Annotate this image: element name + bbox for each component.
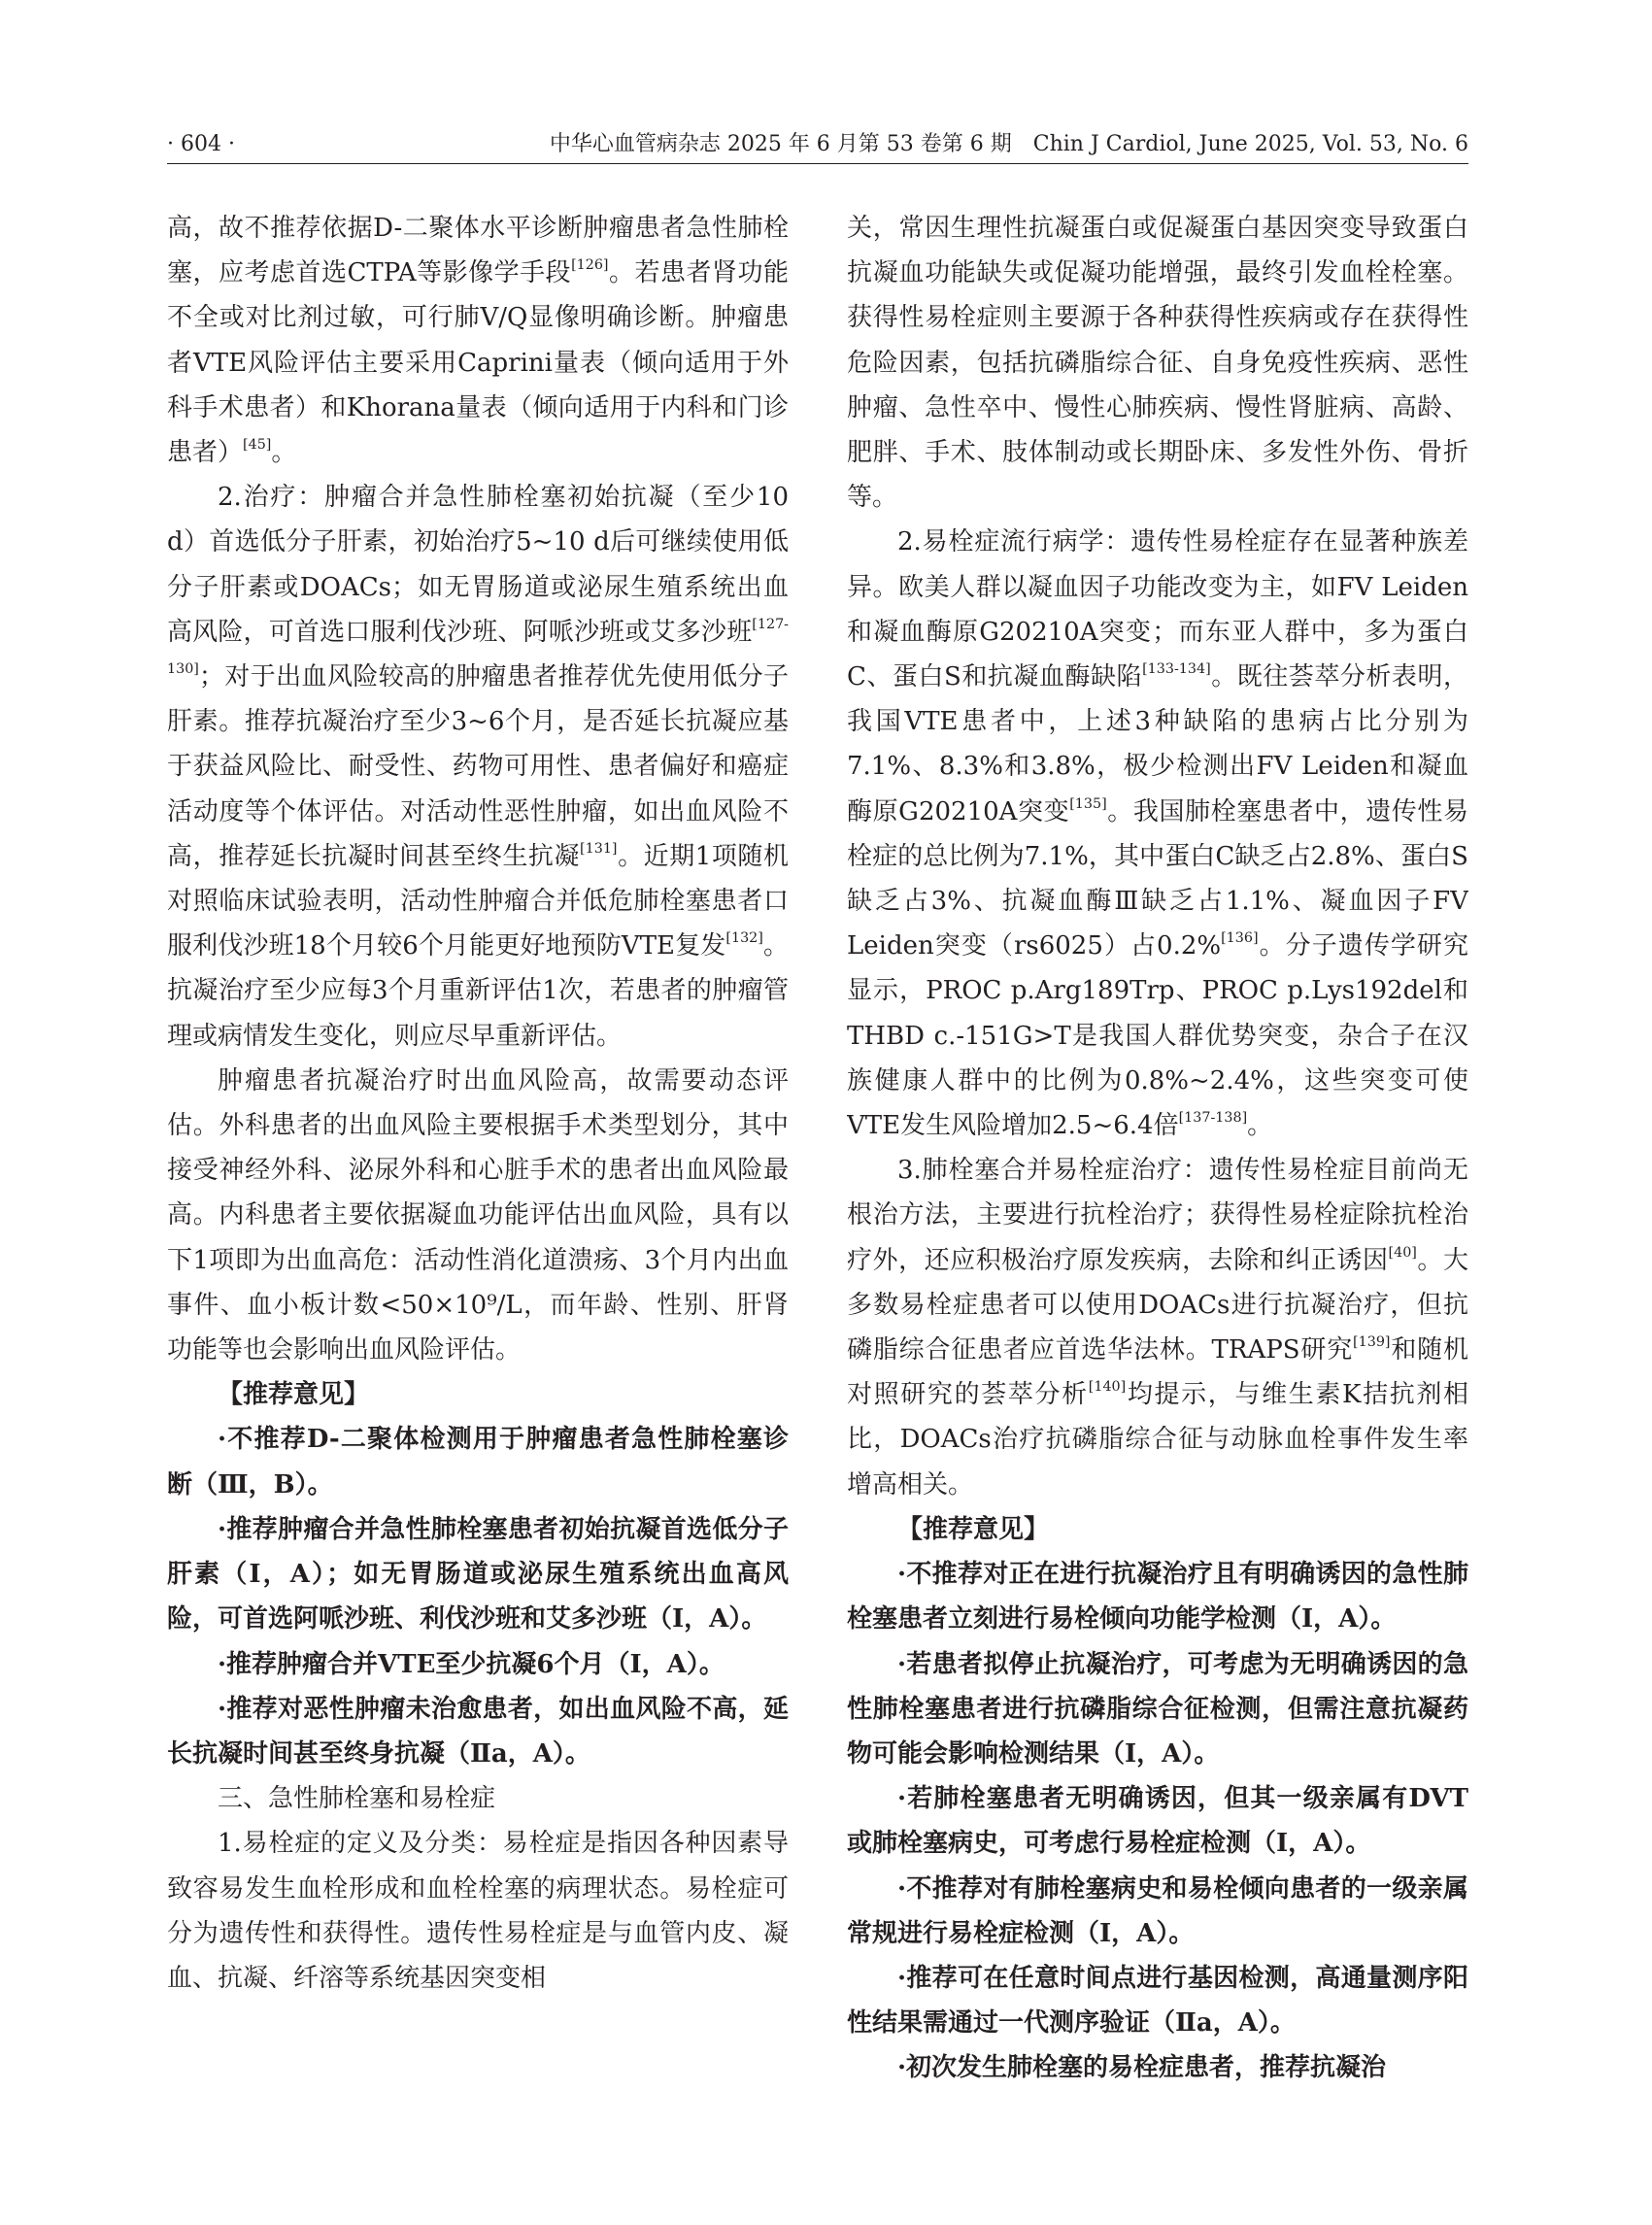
recommendation-item: ·若肺栓塞患者无明确诱因，但其一级亲属有DVT或肺栓塞病史，可考虑行易栓症检测（Ⅰ，A）。 <box>847 1784 1468 1859</box>
recommendation-item: ·推荐肿瘤合并VTE至少抗凝6个月（Ⅰ，A）。 <box>218 1649 725 1679</box>
citation: [140] <box>1088 1379 1127 1396</box>
paragraph-d-dimer: 高，故不推荐依据D-二聚体水平诊断肿瘤患者急性肺栓塞，应考虑首选CTPA等影像学手段[126]。若患者肾功能不全或对比剂过敏，可行肺V/Q显像明确诊断。肿瘤患者VTE风险评估主要采用Caprini量表（倾向适用于外科手术患者）和Khorana量表（倾向适用于内科和门诊患者）[45]。 <box>167 214 789 468</box>
recommendation-item: ·若患者拟停止抗凝治疗，可考虑为无明确诱因的急性肺栓塞患者进行抗磷脂综合征检测，但需注意抗凝药物可能会影响检测结果（Ⅰ，A）。 <box>847 1649 1468 1769</box>
citation: [127-130] <box>167 616 789 677</box>
running-header <box>167 128 1468 161</box>
citation: [45] <box>243 436 272 453</box>
citation: [139] <box>1353 1333 1391 1350</box>
page-number: · 604 · <box>167 132 235 156</box>
paragraph-thrombophilia-definition: 1.易栓症的定义及分类：易栓症是指因各种因素导致容易发生血栓形成和血栓栓塞的病理状态。易栓症可分为遗传性和获得性。遗传性易栓症是与血管内皮、凝血、抗凝、纤溶等系统基因突变相 <box>167 1829 789 1993</box>
citation: [126] <box>571 257 609 274</box>
recommendation-item: ·初次发生肺栓塞的易栓症患者，推荐抗凝治 <box>897 2053 1387 2083</box>
citation: [131] <box>580 840 618 857</box>
paragraph-thrombophilia-treatment: 3.肺栓塞合并易栓症治疗：遗传性易栓症目前尚无根治方法，主要进行抗栓治疗；获得性易栓症除抗栓治疗外，还应积极治疗原发疾病，去除和纠正诱因[40]。大多数易栓症患者可以使用DOACs进行抗凝治疗，但抗磷脂综合征患者应首选华法林。TRAPS研究[139]和随机对照研究的荟萃分析[140]均提示，与维生素K拮抗剂相比，DOACs治疗抗磷脂综合征与动脉血栓事件发生率增高相关。 <box>847 1156 1468 1500</box>
paragraph-treatment: 2.治疗：肿瘤合并急性肺栓塞初始抗凝（至少10 d）首选低分子肝素，初始治疗5~10 d后可继续使用低分子肝素或DOACs；如无胃肠道或泌尿生殖系统出血高风险，可首选口服利伐沙班、阿哌沙班或艾多沙班[127-130]；对于出血风险较高的肿瘤患者推荐优先使用低分子肝素。推荐抗凝治疗至少3~6个月，是否延长抗凝应基于获益风险比、耐受性、药物可用性、患者偏好和癌症活动度等个体评估。对活动性恶性肿瘤，如出血风险不高，推荐延长抗凝时间甚至终生抗凝[131]。近期1项随机对照临床试验表明，活动性肿瘤合并低危肺栓塞患者口服利伐沙班18个月较6个月能更好地预防VTE复发[132]。抗凝治疗至少应每3个月重新评估1次，若患者的肿瘤管理或病情发生变化，则应尽早重新评估。 <box>167 483 789 1051</box>
recommendation-heading: 【推荐意见】 <box>897 1514 1050 1544</box>
paragraph-bleeding-risk: 肿瘤患者抗凝治疗时出血风险高，故需要动态评估。外科患者的出血风险主要根据手术类型划分，其中接受神经外科、泌尿外科和心脏手术的患者出血风险最高。内科患者主要依据凝血功能评估出血风险，具有以下1项即为出血高危：活动性消化道溃疡、3个月内出血事件、血小板计数<50×10⁹/L，而年龄、性别、肝肾功能等也会影响出血风险评估。 <box>167 1065 789 1365</box>
journal-citation: 中华心血管病杂志 2025 年 6 月第 53 卷第 6 期 Chin J Cardiol, June 2025, Vol. 53, No. 6 <box>549 132 1468 156</box>
recommendation-item: ·推荐对恶性肿瘤未治愈患者，如出血风险不高，延长抗凝时间甚至终身抗凝（Ⅱa，A）。 <box>167 1694 789 1769</box>
citation: [135] <box>1069 795 1107 812</box>
header-rule <box>167 163 1468 164</box>
paragraph-epidemiology: 2.易栓症流行病学：遗传性易栓症存在显著种族差异。欧美人群以凝血因子功能改变为主，如FV Leiden和凝血酶原G20210A突变；而东亚人群中，多为蛋白C、蛋白S和抗凝血酶缺陷[133-134]。既往荟萃分析表明，我国VTE患者中，上述3种缺陷的患病占比分别为7.1%、8.3%和3.8%，极少检测出FV Leiden和凝血酶原G20210A突变[135]。我国肺栓塞患者中，遗传性易栓症的总比例为7.1%，其中蛋白C缺乏占2.8%、蛋白S缺乏占3%、抗凝血酶Ⅲ缺乏占1.1%、凝血因子FV Leiden突变（rs6025）占0.2%[136]。分子遗传学研究显示，PROC p.Arg189Trp、PROC p.Lys192del和THBD c.-151G>T是我国人群优势突变，杂合子在汉族健康人群中的比例为0.8%~2.4%，这些突变可使VTE发生风险增加2.5~6.4倍[137-138]。 <box>847 527 1468 1141</box>
citation: [133-134] <box>1142 660 1211 677</box>
citation: [137-138] <box>1178 1109 1248 1126</box>
right-column <box>847 206 1468 2139</box>
citation: [136] <box>1221 930 1259 947</box>
recommendation-item: ·不推荐对正在进行抗凝治疗且有明确诱因的急性肺栓塞患者立刻进行易栓倾向功能学检测（Ⅰ，A）。 <box>847 1560 1468 1635</box>
recommendation-item: ·推荐可在任意时间点进行基因检测，高通量测序阳性结果需通过一代测序验证（Ⅱa，A）。 <box>847 1963 1468 2039</box>
section-heading: 三、急性肺栓塞和易栓症 <box>218 1784 496 1814</box>
recommendation-heading: 【推荐意见】 <box>218 1380 370 1410</box>
left-column <box>167 206 789 2139</box>
recommendation-item: ·不推荐D-二聚体检测用于肿瘤患者急性肺栓塞诊断（Ⅲ，B）。 <box>167 1425 789 1500</box>
recommendation-item: ·推荐肿瘤合并急性肺栓塞患者初始抗凝首选低分子肝素（Ⅰ，A）；如无胃肠道或泌尿生殖系统出血高风险，可首选阿哌沙班、利伐沙班和艾多沙班（Ⅰ，A）。 <box>167 1514 789 1635</box>
paragraph-thrombophilia-continued: 关，常因生理性抗凝蛋白或促凝蛋白基因突变导致蛋白抗凝血功能缺失或促凝功能增强，最终引发血栓栓塞。获得性易栓症则主要源于各种获得性疾病或存在获得性危险因素，包括抗磷脂综合征、自身免疫性疾病、恶性肿瘤、急性卒中、慢性心肺疾病、慢性肾脏病、高龄、肥胖、手术、肢体制动或长期卧床、多发性外伤、骨折等。 <box>847 214 1468 513</box>
citation: [132] <box>725 930 763 947</box>
citation: [40] <box>1388 1244 1417 1261</box>
recommendation-item: ·不推荐对有肺栓塞病史和易栓倾向患者的一级亲属常规进行易栓症检测（Ⅰ，A）。 <box>847 1873 1468 1948</box>
